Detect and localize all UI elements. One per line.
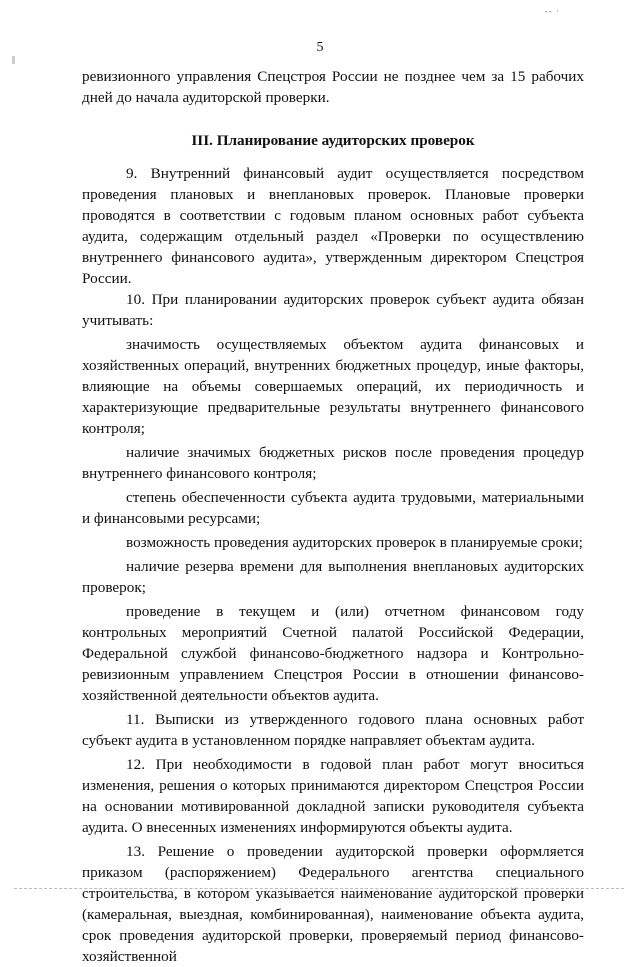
scan-edge-line xyxy=(14,888,624,889)
list-item-resources: степень обеспеченности субъекта аудита трудовыми, материальными и финансовыми ресурсами; xyxy=(82,489,584,527)
intro-paragraph: ревизионного управления Спецстроя России не позднее чем за 15 рабочих дней до начала аудиторской проверки. xyxy=(82,68,584,106)
list-item-control-events: проведение в текущем и (или) отчетном финансовом году контрольных мероприятий Счетной палатой Российской Федерации, Федеральной службой финансово-бюджетного надзора и Контрольно-ревизионным управлением Спецстроя России в отношении финансово-хозяйственной деятельности объектов аудита. xyxy=(82,603,584,704)
paragraph-10: 10. При планировании аудиторских проверок субъект аудита обязан учитывать: xyxy=(82,291,584,329)
paragraph-11: 11. Выписки из утвержденного годового плана основных работ субъект аудита в установленном порядке направляет объектам аудита. xyxy=(82,711,584,749)
scan-artifact-mark xyxy=(12,56,15,64)
paragraph-13: 13. Решение о проведении аудиторской проверки оформляется приказом (распоряжением) Федерального агентства специального строительства, в котором указывается наименование аудиторской проверки (камеральная, выездная, комбинированная), наименование объекта аудита, срок проведения аудиторской проверки, проверяемый период финансово-хозяйственной xyxy=(82,843,584,965)
list-item-budget-risks: наличие значимых бюджетных рисков после проведения процедур внутреннего финансового контроля; xyxy=(82,444,584,482)
section-heading: III. Планирование аудиторских проверок xyxy=(191,132,475,149)
page-number: 5 xyxy=(316,40,324,55)
list-item-time-reserve: наличие резерва времени для выполнения внеплановых аудиторских проверок; xyxy=(82,558,584,596)
list-item-significance: значимость осуществляемых объектом аудита финансовых и хозяйственных операций, внутренних бюджетных процедур, иные факторы, влияющие на объемы совершаемых операций, их периодичность и характеризующие предварительные результаты внутреннего финансового контроля; xyxy=(82,336,584,437)
paragraph-12: 12. При необходимости в годовой план работ могут вноситься изменения, решения о которых принимаются директором Спецстроя России на основании мотивированной докладной записки руководителя субъекта аудита. О внесенных изменениях информируются объекты аудита. xyxy=(82,756,584,836)
list-item-timing: возможность проведения аудиторских проверок в планируемые сроки; xyxy=(126,534,583,551)
paragraph-9: 9. Внутренний финансовый аудит осуществляется посредством проведения плановых и внеплановых проверок. Плановые проверки проводятся в соответствии с годовым планом основных работ субъекта аудита, содержащим отдельный раздел «Проверки по осуществлению внутреннего финансового аудита», утвержденным директором Спецстроя России. xyxy=(82,165,584,287)
document-body xyxy=(82,66,584,967)
corner-mark: -- · xyxy=(544,6,560,16)
